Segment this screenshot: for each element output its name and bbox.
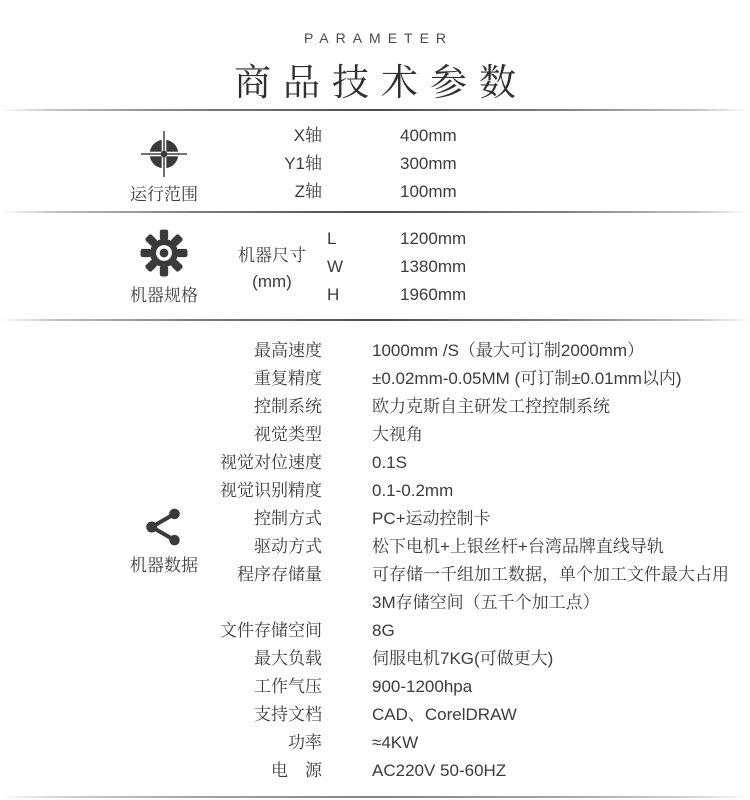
header-eyebrow: PARAMETER <box>303 30 454 46</box>
spec-row <box>0 337 750 365</box>
spec-label: 视觉识别精度 <box>220 481 322 500</box>
divider <box>0 211 750 213</box>
spec-row <box>0 477 750 505</box>
spec-value: 100mm <box>400 182 457 201</box>
spec-value: PC+运动控制卡 <box>372 509 491 528</box>
spec-value: AC220V 50-60HZ <box>372 761 507 780</box>
spec-row <box>0 365 750 393</box>
spec-label: H <box>327 285 340 304</box>
spec-label: Z轴 <box>294 182 322 201</box>
spec-value: ≈4KW <box>372 733 419 752</box>
machine-size-group-label <box>220 243 324 295</box>
spec-row <box>0 178 750 206</box>
machine-size-rows <box>327 225 466 309</box>
spec-value: 1960mm <box>400 285 467 304</box>
page-title: 商品技术参数 <box>234 62 528 103</box>
spec-value: 可存储一千组加工数据，单个加工文件最大占用3M存储空间（五千个加工点） <box>372 565 729 612</box>
spec-label: 驱动方式 <box>254 537 322 556</box>
spec-label: 支持文档 <box>254 705 322 724</box>
spec-row <box>327 281 466 309</box>
spec-label: 最大负载 <box>254 649 322 668</box>
spec-label: W <box>327 257 344 276</box>
spec-row <box>0 617 750 645</box>
spec-row <box>0 122 750 150</box>
spec-row <box>327 225 466 253</box>
spec-row <box>0 757 750 785</box>
spec-value: ±0.02mm-0.05MM (可订制±0.01mm以内) <box>372 369 682 388</box>
operating-range-rows <box>0 122 750 206</box>
spec-row <box>0 393 750 421</box>
group-unit: (mm) <box>252 272 292 291</box>
spec-label: 控制方式 <box>254 509 322 528</box>
spec-value: 伺服电机7KG(可做更大) <box>372 649 554 668</box>
spec-value: 900-1200hpa <box>372 677 473 696</box>
spec-label: 控制系统 <box>254 397 322 416</box>
spec-label: 文件存储空间 <box>220 621 322 640</box>
divider <box>0 319 750 321</box>
spec-label: Y1轴 <box>284 154 322 173</box>
spec-row <box>0 645 750 673</box>
divider <box>0 796 750 798</box>
spec-value: 300mm <box>400 154 457 173</box>
spec-label: 视觉类型 <box>254 425 322 444</box>
spec-value: 0.1-0.2mm <box>372 481 454 500</box>
spec-value: CAD、CorelDRAW <box>372 705 517 724</box>
spec-label: 视觉对位速度 <box>220 453 322 472</box>
spec-value: 1000mm /S（最大可订制2000mm） <box>372 341 645 360</box>
machine-data-rows <box>0 337 750 785</box>
spec-label: 最高速度 <box>254 341 322 360</box>
spec-value: 0.1S <box>372 453 407 472</box>
section-machine-spec-header <box>108 228 220 306</box>
spec-row <box>0 701 750 729</box>
section-label: 机器规格 <box>130 286 198 305</box>
spec-row <box>0 421 750 449</box>
divider <box>0 109 750 111</box>
spec-label: 重复精度 <box>254 369 322 388</box>
spec-label: 程序存储量 <box>237 565 322 584</box>
spec-row <box>0 505 750 533</box>
spec-row <box>0 150 750 178</box>
spec-value: 400mm <box>400 126 457 145</box>
spec-value: 松下电机+上银丝杆+台湾品牌直线导轨 <box>372 537 664 556</box>
spec-label: 功率 <box>288 733 322 752</box>
spec-value: 欧力克斯自主研发工控控制系统 <box>372 397 610 416</box>
spec-label: 电 源 <box>271 761 322 780</box>
section-label: 运行范围 <box>130 185 198 204</box>
spec-value: 1200mm <box>400 229 467 248</box>
spec-row <box>0 673 750 701</box>
spec-value: 大视角 <box>372 425 423 444</box>
section-label: 机器数据 <box>130 556 198 575</box>
gear-icon <box>108 228 220 278</box>
spec-value: 1380mm <box>400 257 467 276</box>
spec-row <box>0 561 750 617</box>
spec-label: 工作气压 <box>254 677 322 696</box>
spec-row <box>0 449 750 477</box>
spec-label: X轴 <box>293 126 322 145</box>
spec-value: 8G <box>372 621 395 640</box>
spec-row <box>0 533 750 561</box>
group-label: 机器尺寸 <box>238 246 306 265</box>
spec-row <box>327 253 466 281</box>
spec-row <box>0 729 750 757</box>
spec-label: L <box>327 229 337 248</box>
